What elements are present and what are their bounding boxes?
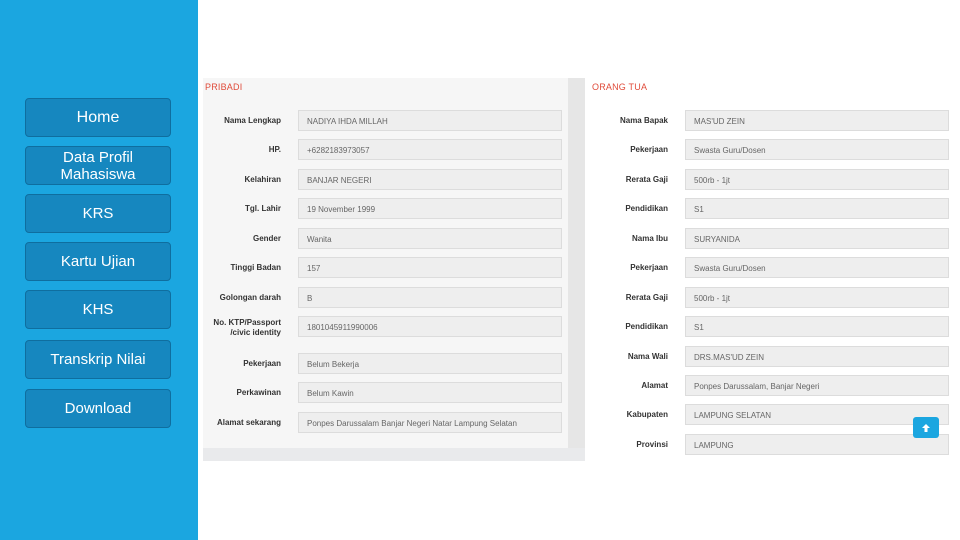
pendidikan-ibu-field[interactable]: S1 <box>685 316 949 337</box>
nav-data-profil-button[interactable]: Data Profil Mahasiswa <box>25 146 171 185</box>
form-row <box>590 198 950 220</box>
kabupaten-field[interactable]: LAMPUNG SELATAN <box>685 404 949 425</box>
pekerjaan-field[interactable]: Belum Bekerja <box>298 353 562 374</box>
tinggi-badan-field[interactable]: 157 <box>298 257 562 278</box>
gender-field[interactable]: Wanita <box>298 228 562 249</box>
nav-khs-button[interactable]: KHS <box>25 290 171 329</box>
field-label: Rerata Gaji <box>625 175 668 184</box>
form-row <box>590 434 950 456</box>
field-label: Kelahiran <box>244 175 281 184</box>
field-label: No. KTP/Passport /civic identity <box>213 318 281 337</box>
field-label: Pekerjaan <box>630 263 668 272</box>
provinsi-field[interactable]: LAMPUNG <box>685 434 949 455</box>
nav-kartu-ujian-button[interactable]: Kartu Ujian <box>25 242 171 281</box>
field-label: Nama Lengkap <box>224 116 281 125</box>
form-row <box>203 139 568 161</box>
field-label: Perkawinan <box>236 388 281 397</box>
field-label: Provinsi <box>636 440 668 449</box>
alamat-field[interactable]: Ponpes Darussalam, Banjar Negeri <box>685 375 949 396</box>
form-row <box>590 228 950 250</box>
form-row <box>590 287 950 309</box>
form-row <box>590 139 950 161</box>
field-label: Alamat <box>641 381 668 390</box>
pribadi-panel <box>203 78 585 461</box>
nama-bapak-field[interactable]: MAS'UD ZEIN <box>685 110 949 131</box>
field-label: Nama Ibu <box>631 234 668 243</box>
nav-krs-button[interactable]: KRS <box>25 194 171 233</box>
hp-field[interactable]: +6282183973057 <box>298 139 562 160</box>
gaji-ibu-field[interactable]: 500rb - 1jt <box>685 287 949 308</box>
field-label: Pekerjaan <box>243 359 281 368</box>
gaji-bapak-field[interactable]: 500rb - 1jt <box>685 169 949 190</box>
nama-lengkap-field[interactable]: NADIYA IHDA MILLAH <box>298 110 562 131</box>
panel-footer-strip <box>203 448 585 461</box>
alamat-sekarang-field[interactable]: Ponpes Darussalam Banjar Negeri Natar Lampung Selatan <box>298 412 562 433</box>
nama-wali-field[interactable]: DRS.MAS'UD ZEIN <box>685 346 949 367</box>
pendidikan-bapak-field[interactable]: S1 <box>685 198 949 219</box>
kelahiran-field[interactable]: BANJAR NEGERI <box>298 169 562 190</box>
golongan-darah-field[interactable]: B <box>298 287 562 308</box>
form-row <box>590 257 950 279</box>
form-row <box>203 169 568 191</box>
field-label: HP. <box>268 145 281 154</box>
nav-transkrip-button[interactable]: Transkrip Nilai <box>25 340 171 379</box>
form-row <box>203 412 568 434</box>
form-row <box>203 316 568 338</box>
form-row <box>203 110 568 132</box>
field-label: Gender <box>252 234 281 243</box>
arrow-up-icon <box>921 423 931 433</box>
form-row <box>590 169 950 191</box>
form-row <box>590 375 950 397</box>
scroll-to-top-button[interactable] <box>913 417 939 438</box>
field-label: Rerata Gaji <box>625 293 668 302</box>
form-row <box>590 316 950 338</box>
pekerjaan-ibu-field[interactable]: Swasta Guru/Dosen <box>685 257 949 278</box>
pekerjaan-bapak-field[interactable]: Swasta Guru/Dosen <box>685 139 949 160</box>
tgl-lahir-field[interactable]: 19 November 1999 <box>298 198 562 219</box>
form-row <box>590 110 950 132</box>
field-label: Tgl. Lahir <box>245 204 281 213</box>
field-label: Kabupaten <box>626 410 668 419</box>
form-row <box>203 353 568 375</box>
field-label: Pendidikan <box>625 204 668 213</box>
orang-tua-title: ORANG TUA <box>592 82 648 92</box>
field-label: Pendidikan <box>625 322 668 331</box>
nama-ibu-field[interactable]: SURYANIDA <box>685 228 949 249</box>
field-label: Tinggi Badan <box>230 263 281 272</box>
form-row <box>203 228 568 250</box>
orang-tua-panel <box>590 78 950 461</box>
form-row <box>203 382 568 404</box>
ktp-field[interactable]: 1801045911990006 <box>298 316 562 337</box>
field-label: Nama Wali <box>627 352 668 361</box>
field-label: Alamat sekarang <box>216 418 281 427</box>
form-row <box>203 257 568 279</box>
field-label: Golongan darah <box>219 293 281 302</box>
panel-scroll-strip <box>568 78 585 461</box>
form-row <box>203 287 568 309</box>
form-row <box>590 346 950 368</box>
nav-download-button[interactable]: Download <box>25 389 171 428</box>
form-row <box>203 198 568 220</box>
form-row <box>590 404 950 426</box>
field-label: Nama Bapak <box>619 116 668 125</box>
nav-home-button[interactable]: Home <box>25 98 171 137</box>
sidebar <box>0 0 198 540</box>
pribadi-title: PRIBADI <box>205 82 243 92</box>
perkawinan-field[interactable]: Belum Kawin <box>298 382 562 403</box>
field-label: Pekerjaan <box>630 145 668 154</box>
